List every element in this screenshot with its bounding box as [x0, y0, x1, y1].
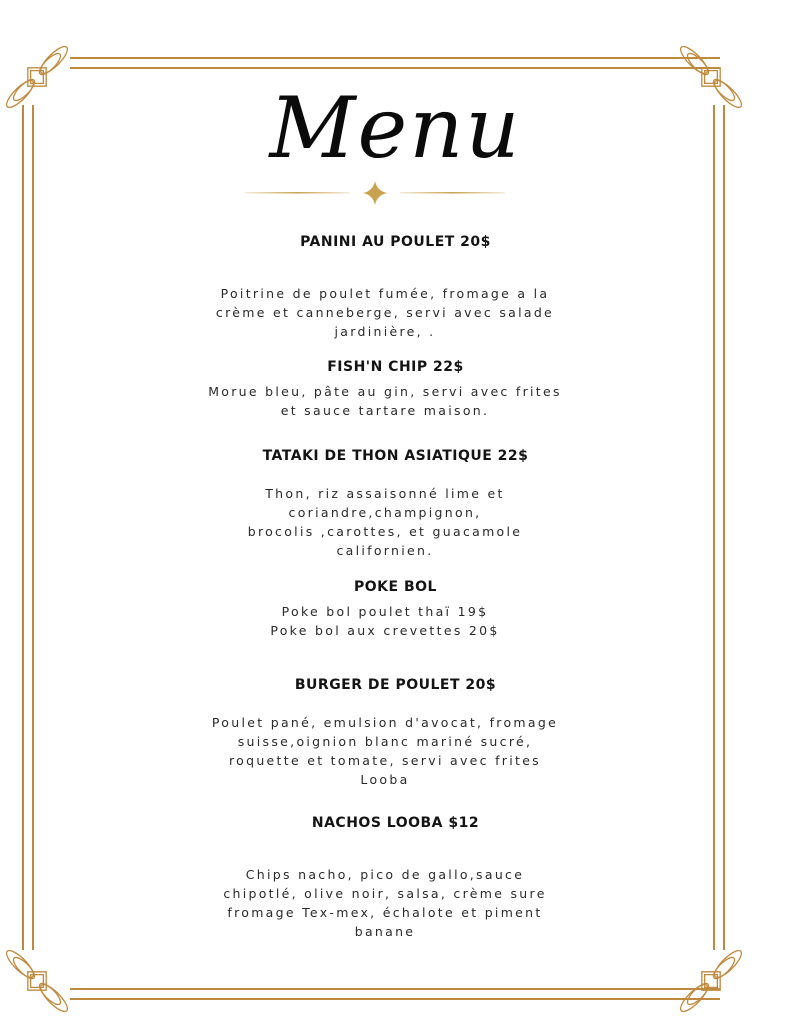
- description-line: et sauce tartare maison.: [280, 403, 490, 418]
- menu-item-description: [150, 284, 620, 341]
- menu-item-description: [150, 865, 620, 941]
- description-line: banane: [354, 924, 416, 939]
- border-bottom-outer: [70, 998, 720, 1000]
- corner-ornament-bottom-left-icon: [2, 946, 72, 1016]
- description-line: coriandre,champignon,: [288, 505, 482, 520]
- description-line: crème et canneberge, servi avec salade: [215, 305, 555, 320]
- menu-item-description: [150, 602, 620, 640]
- border-bottom-inner: [70, 988, 720, 990]
- menu-item-title: TATAKI DE THON ASIATIQUE 22$: [262, 448, 529, 464]
- description-line: brocolis ,carottes, et guacamole: [247, 524, 523, 539]
- corner-ornament-bottom-right-icon: [676, 946, 746, 1016]
- description-line: Looba: [360, 772, 410, 787]
- menu-item-description: [150, 713, 620, 789]
- description-line: Chips nacho, pico de gallo,sauce: [245, 867, 525, 882]
- description-line: chipotlé, olive noir, salsa, crème sure: [223, 886, 547, 901]
- menu-item-description: [150, 484, 620, 560]
- description-line: Poke bol poulet thaï 19$: [281, 604, 489, 619]
- menu-item-title: PANINI AU POULET 20$: [300, 234, 491, 250]
- description-line: suisse,oignion blanc mariné sucré,: [237, 734, 533, 749]
- menu-item-title: NACHOS LOOBA $12: [311, 815, 480, 831]
- description-line: Poulet pané, emulsion d'avocat, fromage: [211, 715, 559, 730]
- menu-item-title: FISH'N CHIP 22$: [327, 359, 464, 375]
- description-line: Thon, riz assaisonné lime et: [265, 486, 505, 501]
- border-top-inner: [70, 67, 720, 69]
- sparkle-divider-icon: [245, 180, 505, 206]
- description-line: fromage Tex-mex, échalote et piment: [227, 905, 543, 920]
- border-top-outer: [70, 57, 720, 59]
- description-line: Poitrine de poulet fumée, fromage a la: [220, 286, 550, 301]
- description-line: Poke bol aux crevettes 20$: [270, 623, 500, 638]
- description-line: jardinière, .: [334, 324, 436, 339]
- menu-item-title: BURGER DE POULET 20$: [294, 677, 497, 693]
- description-line: californien.: [336, 543, 434, 558]
- menu-title: Menu: [269, 79, 522, 177]
- menu-item-title: POKE BOL: [354, 579, 437, 595]
- description-line: roquette et tomate, servi avec frites: [228, 753, 541, 768]
- menu-item-description: [150, 382, 620, 420]
- description-line: Morue bleu, pâte au gin, servi avec frites: [208, 384, 562, 399]
